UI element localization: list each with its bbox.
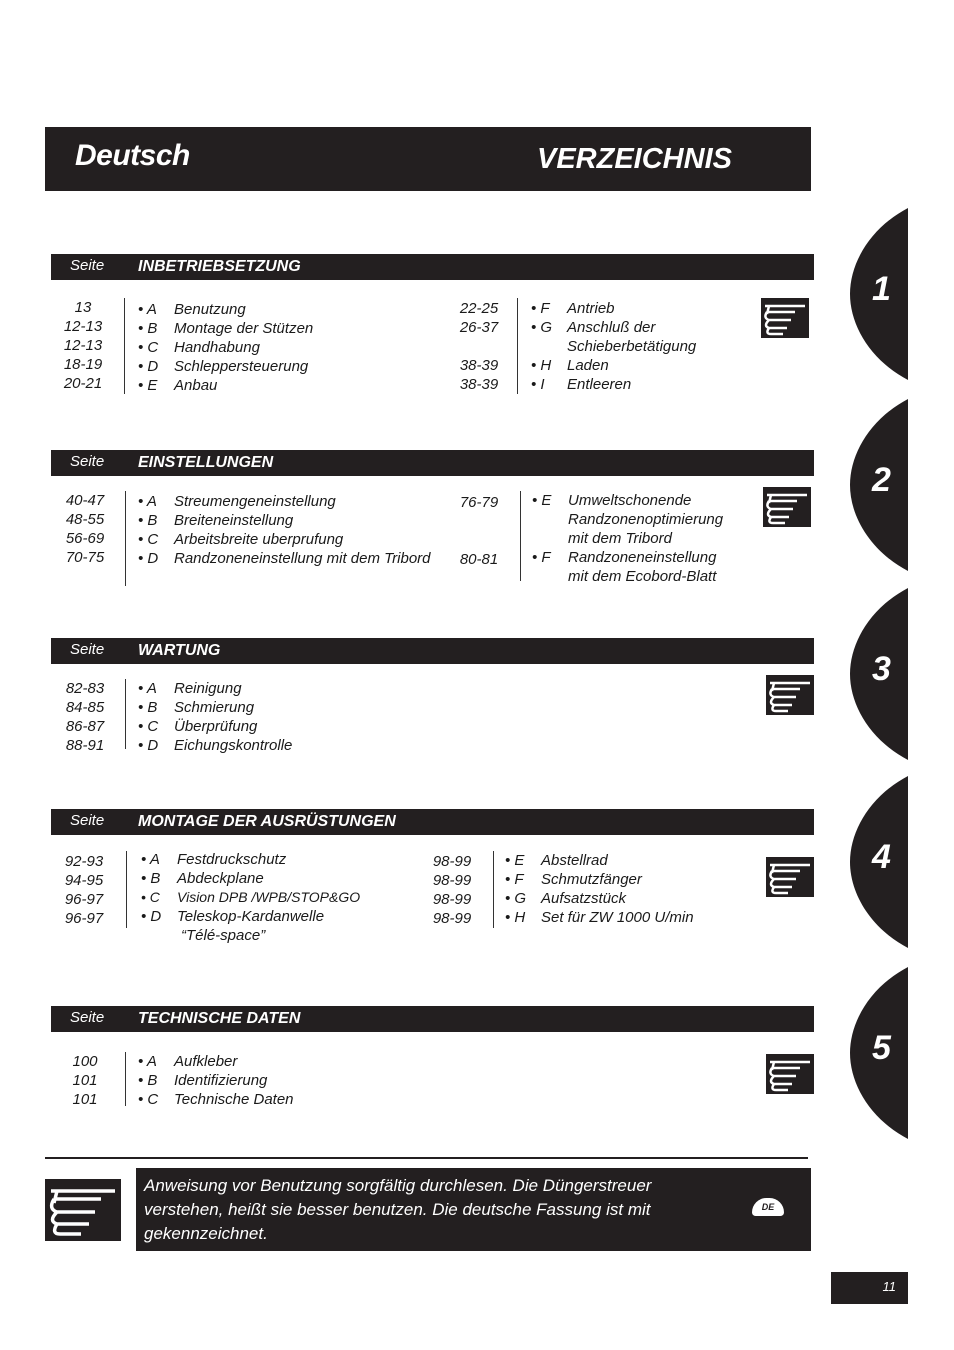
chapter-tab-label: 4 (872, 838, 891, 876)
notice-text: Anweisung vor Benutzung sorgfältig durchlesen. Die Düngerstreuer verstehen, heißt sie besser benutzen. Die deutsche Fassung ist mit gekennzeichnet. (144, 1176, 652, 1243)
page-ref: 88-91 (65, 737, 105, 754)
list-item[interactable]: • C Überprüfung (138, 718, 258, 735)
section-1-right-items (531, 299, 696, 394)
divider-line (45, 1157, 808, 1159)
page-ref: 12-13 (63, 318, 103, 335)
chapter-tab-4[interactable] (850, 776, 908, 948)
section-bar-montage (51, 809, 814, 835)
divider-line (126, 851, 127, 928)
list-item[interactable]: • A Festdruckschutz (141, 851, 287, 868)
list-item[interactable]: • B Montage der Stützen (138, 320, 314, 337)
language-title: Deutsch (75, 139, 190, 172)
page-ref: 86-87 (65, 718, 105, 735)
list-item: “Télé-space” (181, 927, 266, 944)
page-ref: 12-13 (63, 337, 103, 354)
chapter-tab-label: 3 (872, 650, 891, 688)
page-ref: 48-55 (65, 511, 105, 528)
section-2-right-items (532, 491, 723, 586)
read-manual-icon (45, 1179, 121, 1241)
page-ref (449, 569, 509, 588)
section-bar-inbetriebsetzung (51, 254, 814, 280)
list-item[interactable]: • C Handhabung (138, 339, 260, 356)
page-ref: 100 (72, 1053, 98, 1070)
section-bar-technische-daten (51, 1006, 814, 1032)
section-title: INBETRIEBSETZUNG (138, 258, 301, 275)
list-item[interactable]: • B Abdeckplane (141, 870, 264, 887)
list-item[interactable]: • F Randzoneneinstellung (532, 549, 717, 566)
list-item[interactable]: • H Laden (531, 357, 609, 374)
section-1-left-pages (53, 298, 113, 393)
page-ref: 20-21 (63, 375, 103, 392)
section-3-left-items (138, 679, 292, 755)
divider-line (517, 298, 518, 394)
seite-label: Seite (70, 812, 105, 829)
page-ref: 18-19 (63, 356, 103, 373)
chapter-tab-label: 1 (872, 270, 891, 308)
chapter-tab-1[interactable] (850, 208, 908, 380)
section-2-left-items (138, 492, 431, 568)
list-item: Randzonenoptimierung (568, 511, 724, 528)
divider-line (124, 298, 125, 394)
list-item[interactable]: • D Randzoneneinstellung mit dem Tribord (138, 550, 431, 567)
page-ref: 38-39 (459, 357, 499, 374)
list-item[interactable]: • C Technische Daten (138, 1091, 294, 1108)
list-item[interactable]: • D Schleppersteuerung (138, 358, 309, 375)
page-ref: 98-99 (432, 853, 472, 870)
de-badge: DE (752, 1198, 784, 1216)
page-ref: 98-99 (432, 891, 472, 908)
seite-label: Seite (70, 257, 105, 274)
page-ref: 92-93 (64, 853, 104, 870)
divider-line (125, 679, 126, 749)
section-4-left-items (141, 850, 360, 945)
notice-box (136, 1168, 811, 1251)
chapter-tab-3[interactable] (850, 588, 908, 760)
page-ref: 70-75 (65, 549, 105, 566)
page-number-box (831, 1272, 908, 1304)
list-item[interactable]: • G Aufsatzstück (505, 890, 627, 907)
page-ref: 96-97 (64, 891, 104, 908)
page-ref (449, 531, 509, 550)
page-ref: 84-85 (65, 699, 105, 716)
list-item[interactable]: • B Breiteneinstellung (138, 512, 294, 529)
chapter-tab-2[interactable] (850, 399, 908, 571)
read-manual-icon (766, 857, 814, 897)
page-ref: 82-83 (65, 680, 105, 697)
page-ref: 56-69 (65, 530, 105, 547)
list-item[interactable]: • B Identifizierung (138, 1072, 268, 1089)
page-ref: 96-97 (64, 910, 104, 927)
list-item[interactable]: • E Abstellrad (505, 852, 608, 869)
read-manual-icon (763, 487, 811, 527)
section-2-right-pages (449, 493, 509, 588)
list-item: Schieberbetätigung (567, 338, 697, 355)
list-item[interactable]: • A Streumengeneinstellung (138, 493, 336, 510)
section-3-left-pages (55, 679, 115, 755)
list-item[interactable]: • C Vision DPB /WPB/STOP&GO (141, 889, 361, 905)
section-2-left-pages (55, 491, 115, 567)
page-title: VERZEICHNIS (537, 143, 732, 175)
list-item: mit dem Ecobord-Blatt (568, 568, 717, 585)
page-ref: 80-81 (459, 551, 499, 568)
list-item[interactable]: • F Schmutzfänger (505, 871, 642, 888)
list-item[interactable]: • A Aufkleber (138, 1053, 238, 1070)
divider-line (493, 851, 494, 928)
divider-line (520, 491, 521, 581)
section-title: MONTAGE DER AUSRÜSTUNGEN (138, 813, 396, 830)
page-ref: 22-25 (459, 300, 499, 317)
list-item[interactable]: • F Antrieb (531, 300, 615, 317)
list-item[interactable]: • B Schmierung (138, 699, 255, 716)
seite-label: Seite (70, 453, 105, 470)
section-title: TECHNISCHE DATEN (138, 1010, 301, 1027)
page-ref: 101 (72, 1091, 98, 1108)
page-ref: 40-47 (65, 492, 105, 509)
read-manual-icon (766, 675, 814, 715)
section-4-right-items (505, 851, 694, 927)
section-4-left-pages (54, 852, 114, 928)
list-item[interactable]: • D Eichungskontrolle (138, 737, 293, 754)
read-manual-icon (761, 298, 809, 338)
seite-label: Seite (70, 1009, 105, 1026)
section-1-right-pages (449, 299, 509, 394)
page-ref: 94-95 (64, 872, 104, 889)
section-4-right-pages (422, 852, 482, 928)
page-ref: 98-99 (432, 872, 472, 889)
section-bar-einstellungen (51, 450, 814, 476)
list-item[interactable]: • A Reinigung (138, 680, 242, 697)
list-item[interactable]: • E Anbau (138, 377, 218, 394)
section-title: WARTUNG (138, 642, 221, 659)
page-ref: 13 (74, 299, 92, 316)
list-item[interactable]: • I Entleeren (531, 376, 632, 393)
section-bar-wartung (51, 638, 814, 664)
list-item[interactable]: • D Teleskop-Kardanwelle (141, 908, 325, 925)
divider-line (125, 1052, 126, 1106)
page-header (45, 127, 811, 191)
page-ref: 98-99 (432, 910, 472, 927)
list-item[interactable]: • E Umweltschonende (532, 492, 692, 509)
chapter-tab-label: 2 (872, 461, 891, 499)
list-item[interactable]: • A Benutzung (138, 301, 246, 318)
seite-label: Seite (70, 641, 105, 658)
page-ref (449, 512, 509, 531)
section-title: EINSTELLUNGEN (138, 454, 274, 471)
chapter-tab-label: 5 (872, 1029, 891, 1067)
page-ref (449, 337, 509, 356)
section-5-left-pages (55, 1052, 115, 1109)
list-item[interactable]: • H Set für ZW 1000 U/min (505, 909, 694, 926)
list-item[interactable]: • C Arbeitsbreite uberprufung (138, 531, 344, 548)
page-ref: 101 (72, 1072, 98, 1089)
divider-line (125, 491, 126, 586)
page-ref: 76-79 (459, 494, 499, 511)
page-ref: 38-39 (459, 376, 499, 393)
list-item: mit dem Tribord (568, 530, 672, 547)
read-manual-icon (766, 1054, 814, 1094)
page-ref: 26-37 (459, 319, 499, 336)
list-item[interactable]: • G Anschluß der (531, 319, 656, 336)
chapter-tab-5[interactable] (850, 967, 908, 1139)
section-5-left-items (138, 1052, 294, 1109)
section-1-left-items (138, 300, 313, 395)
page-number: 11 (882, 1279, 896, 1294)
